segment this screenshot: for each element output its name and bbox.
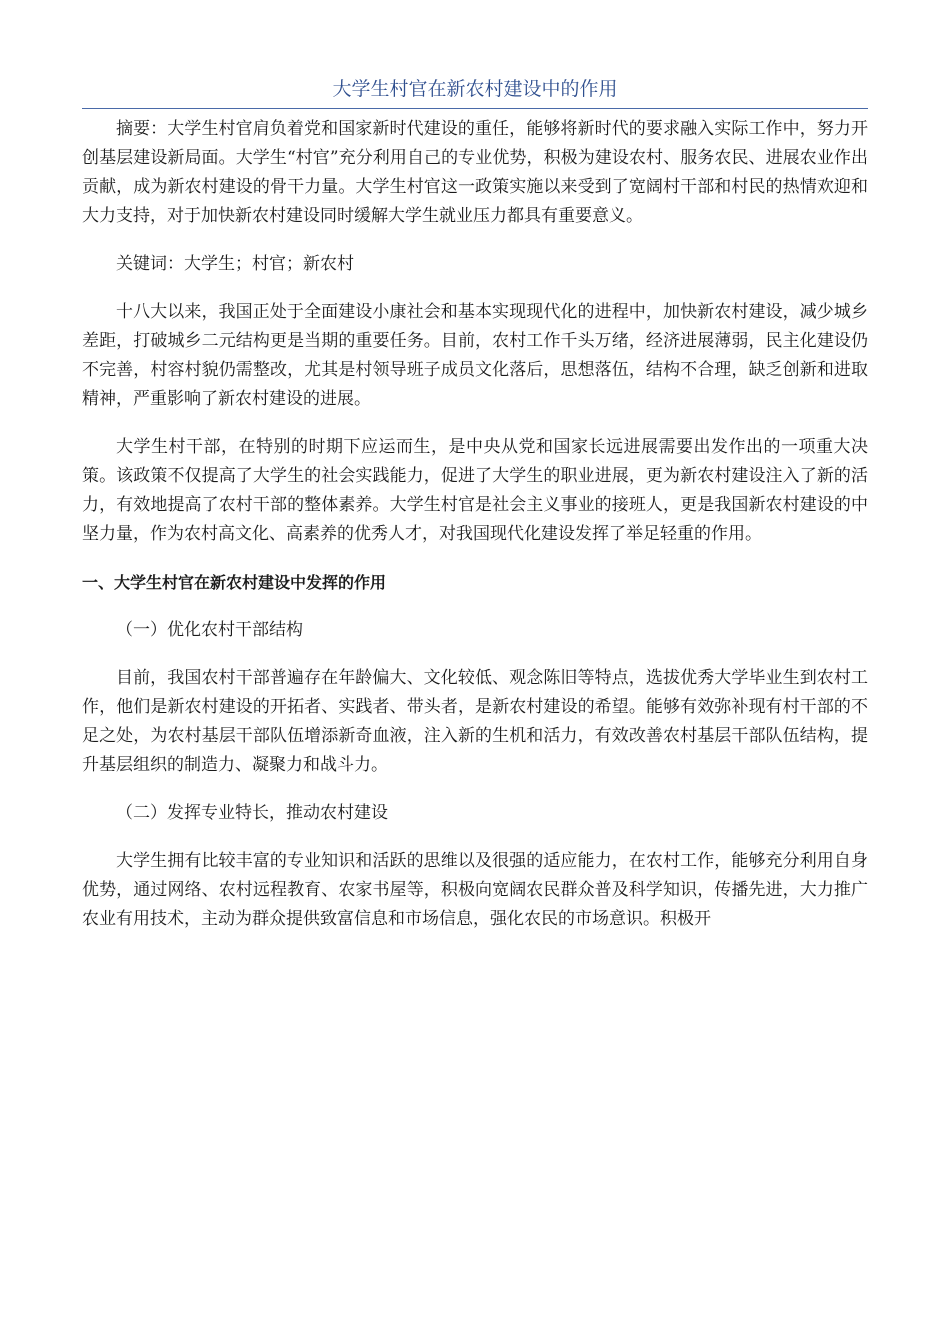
abstract-paragraph: 摘要：大学生村官肩负着党和国家新时代建设的重任，能够将新时代的要求融入实际工作中，努力开创基层建设新局面。大学生“村官”充分利用自己的专业优势，积极为建设农村、服务农民、进展农业作出贡献，成为新农村建设的骨干力量。大学生村官这一政策实施以来受到了宽阔村干部和村民的热情欢迎和大力支持，对于加快新农村建设同时缓解大学生就业压力都具有重要意义。	[82, 119, 868, 226]
document-page	[82, 70, 868, 934]
document-title: 大学生村官在新农村建设中的作用	[332, 78, 618, 100]
intro-paragraph-2: 大学生村干部，在特别的时期下应运而生，是中央从党和国家长远进展需要出发作出的一项重大决策。该政策不仅提高了大学生的社会实践能力，促进了大学生的职业进展，更为新农村建设注入了新的活力，有效地提高了农村干部的整体素养。大学生村官是社会主义事业的接班人，更是我国新农村建设的中坚力量，作为农村高文化、高素养的优秀人才，对我国现代化建设发挥了举足轻重的作用。	[82, 437, 868, 544]
keywords-line: 关键词：大学生；村官；新农村	[116, 254, 354, 274]
subsection-paragraph-2: 大学生拥有比较丰富的专业知识和活跃的思维以及很强的适应能力，在农村工作，能够充分利用自身优势，通过网络、农村远程教育、农家书屋等，积极向宽阔农民群众普及科学知识，传播先进，大力推广农业有用技术，主动为群众提供致富信息和市场信息，强化农民的市场意识。积极开	[82, 851, 868, 929]
intro-paragraph-1: 十八大以来，我国正处于全面建设小康社会和基本实现现代化的进程中，加快新农村建设，减少城乡差距，打破城乡二元结构更是当期的重要任务。目前，农村工作千头万绪，经济进展薄弱，民主化建设仍不完善，村容村貌仍需整改，尤其是村领导班子成员文化落后，思想落伍，结构不合理，缺乏创新和进取精神，严重影响了新农村建设的进展。	[82, 302, 868, 409]
section-heading-1: 一、大学生村官在新农村建设中发挥的作用	[82, 573, 387, 592]
subsection-heading-1: （一）优化农村干部结构	[116, 620, 303, 640]
subsection-heading-2: （二）发挥专业特长，推动农村建设	[116, 803, 388, 823]
title-underline	[82, 108, 868, 109]
subsection-paragraph-1: 目前，我国农村干部普遍存在年龄偏大、文化较低、观念陈旧等特点，选拔优秀大学毕业生到农村工作，他们是新农村建设的开拓者、实践者、带头者，是新农村建设的希望。能够有效弥补现有村干部的不足之处，为农村基层干部队伍增添新奇血液，注入新的生机和活力，有效改善农村基层干部队伍结构，提升基层组织的制造力、凝聚力和战斗力。	[82, 668, 868, 775]
